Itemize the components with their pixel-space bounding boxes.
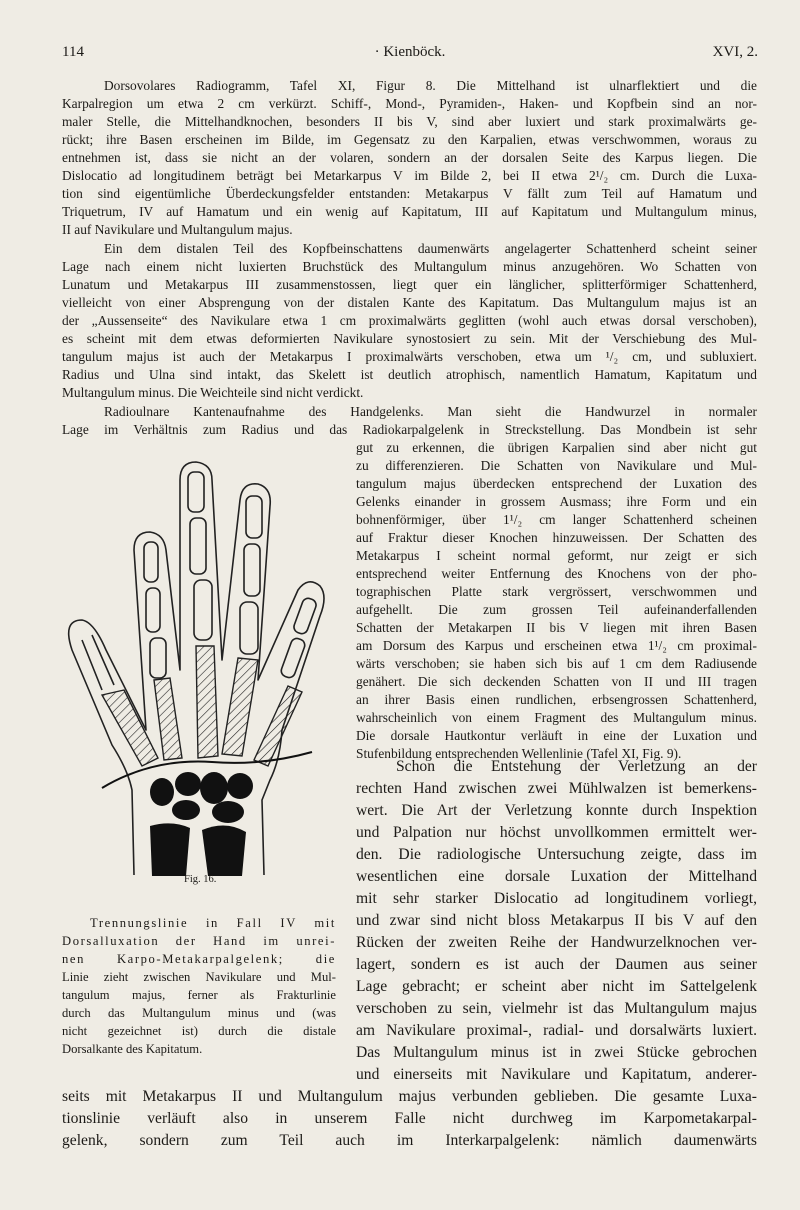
text-line: lagert, sondern es ist auch der Daumen aus seiner <box>356 956 757 973</box>
carpal-bone-shape <box>150 778 174 806</box>
text-line: es scheint mit dem etwas deformierten Navikulare synostosiert zu sein. Mit der Verschiebung des Mul- <box>62 331 757 346</box>
text-line: tion sind eigentümliche Überdeckungsfelder entstanden: Metakarpus V fällt zum Teil auf Hamatum und <box>62 186 757 201</box>
figure-number: Fig. 16. <box>184 874 217 885</box>
text-line: an ihrer Basis einen rundlichen, erbsengrossen Schattenherd, <box>356 692 757 707</box>
metacarpal-shape <box>102 690 158 766</box>
caption-line: nicht gezeichnet ist) durch die distale <box>62 1024 336 1038</box>
text-line: Rücken der zweiten Reihe der Handwurzelknochen ver- <box>356 934 757 951</box>
caption-line: Dorsalkante des Kapitatum. <box>62 1042 203 1056</box>
text-line: tographischen Platte stark vergrössert, verschwommen und <box>356 584 757 599</box>
text-line: aufgehellt. Die zum grossen Teil aufeinanderfallenden <box>356 602 757 617</box>
text-line: tionslinie verläuft also in unserem Falle nicht durchweg im Karpometakarpal- <box>62 1110 757 1127</box>
text-line: Karpalregion um etwa 2 cm verkürzt. Schiff-, Mond-, Pyramiden-, Haken- und Kopfbein sind an nor- <box>62 96 757 111</box>
text-line: Multangulum minus. Die Weichteile sind nicht verdickt. <box>62 385 364 400</box>
text-line: Die dorsale Hautkontur verläuft in eine der Luxation und <box>356 728 757 743</box>
text-line: und zwar sind nicht bloss Metakarpus II bis V auf den <box>356 912 757 929</box>
text-line: verschoben zu sein, vielmehr ist das Multangulum majus <box>356 1000 757 1017</box>
text-line: maler Stelle, die Mittelhandknochen, besonders II bis V, sind aber luxiert und stark proximalwärts ge- <box>62 114 757 129</box>
text-line: wärts verschoben; sie haben sich bis auf 1 cm dem Radiusende <box>356 656 757 671</box>
text-line: tangulum majus ist auch der Metakarpus I proximalwärts verschoben, etwa um ¹/₂ cm, und subluxiert. <box>62 349 757 364</box>
metacarpal-shape <box>222 658 258 756</box>
carpal-bone-shape <box>172 800 200 820</box>
text-line: Schatten der Metakarpen II bis V liegen mit ihren Basen <box>356 620 757 635</box>
text-line: Stufenbildung entsprechenden Wellenlinie (Tafel XI, Fig. 9). <box>356 746 682 761</box>
text-line: wert. Die Art der Verletzung konnte durch Inspektion <box>356 802 757 819</box>
text-line: seits mit Metakarpus II und Multangulum majus verbunden geblieben. Die gesamte Luxa- <box>62 1088 757 1105</box>
text-line: entnehmen ist, dass sie nicht an der volaren, sondern an der dorsalen Seite des Karpus liegen. Die <box>62 150 757 165</box>
text-line: Lage im Verhältnis zum Radius und das Radiokarpalgelenk in Streckstellung. Das Mondbein ist sehr <box>62 422 757 437</box>
text-line: bohnenförmiger, über 1¹/₂ cm langer Schattenherd scheinen <box>356 512 757 527</box>
hand-skeleton-figure <box>62 440 352 880</box>
carpal-bone-shape <box>227 773 253 799</box>
text-line: gelenk, sondern zum Teil auch im Interkarpalgelenk: nämlich daumenwärts <box>62 1132 757 1149</box>
caption-line: Trennungslinie in Fall IV mit <box>90 916 336 930</box>
text-line: Das Multangulum minus ist in zwei Stücke gebrochen <box>356 1044 757 1061</box>
text-line: Schon die Entstehung der Verletzung an der <box>396 758 757 775</box>
text-line: Dislocatio ad longitudinem beträgt bei Metarkarpus V im Bilde 2, bei II etwa 2¹/₂ cm. Durch die Luxa- <box>62 168 757 183</box>
text-line: wahrscheinlich von einem Fragment des Multangulum minus. <box>356 710 757 725</box>
carpal-bone-shape <box>175 772 201 796</box>
caption-line: nen Karpo-Metakarpalgelenk; die <box>62 952 336 966</box>
metacarpal-shape <box>196 646 218 758</box>
text-line: am Navikulare proximal-, radial- und dorsalwärts luxiert. <box>356 1022 757 1039</box>
text-line: und Palpation nur höchst unvollkommen ermittelt wer- <box>356 824 757 841</box>
text-line: Metakarpus I scheint normal geformt, nur zeigt er sich <box>356 548 757 563</box>
text-line: mit sehr starker Dislocatio ad longitudinem vorliegt, <box>356 890 757 907</box>
text-line: wesentlichen eine dorsale Luxation der Mittelhand <box>356 868 757 885</box>
text-line: der „Aussenseite“ des Navikulare etwa 1 cm proximalwärts geglitten (wohl auch etwas dorsal verschoben), <box>62 313 757 328</box>
text-line: Dorsovolares Radiogramm, Tafel XI, Figur 8. Die Mittelhand ist ulnarflektiert und die <box>104 78 757 93</box>
page-number: 114 <box>62 44 84 60</box>
running-header <box>62 44 758 68</box>
caption-line: Linie zieht zwischen Navikulare und Mul- <box>62 970 336 984</box>
text-line: den. Die radiologische Untersuchung zeigte, dass im <box>356 846 757 863</box>
text-line: Radius und Ulna sind intakt, das Skelett ist deutlich atrophisch, namentlich Hamatum, Kapitatum und <box>62 367 757 382</box>
text-line: zu differenzieren. Die Schatten von Navikulare und Mul- <box>356 458 757 473</box>
text-line: und einerseits mit Navikulare und Kapitatum, anderer- <box>356 1066 757 1083</box>
ulna-bone-shape <box>202 825 246 876</box>
text-line: rechten Hand zwischen zwei Mühlwalzen ist bemerkens- <box>356 780 757 797</box>
text-line: vielleicht von einer Absprengung von der distalen Kante des Kapitatum. Das Multangulum majus ist an <box>62 295 757 310</box>
text-line: Lunatum und Metakarpus III zusammenstossen, liegt quer ein länglicher, splitterförmiger Schattenherd, <box>62 277 757 292</box>
text-line: tangulum majus überdecken entsprechend der Luxation des <box>356 476 757 491</box>
section-number: XVI, 2. <box>712 44 758 60</box>
text-line: Lage nach einem nicht luxierten Bruchstück des Multangulum minus anzugehören. Wo Schatten von <box>62 259 757 274</box>
metacarpal-shape <box>154 678 182 760</box>
text-line: II auf Navikulare und Multangulum majus. <box>62 222 293 237</box>
text-line: genähert. Die sich deckenden Schatten von II und III tragen <box>356 674 757 689</box>
text-line: Ein dem distalen Teil des Kopfbeinschattens daumenwärts angelagerter Schattenherd scheint seiner <box>104 241 757 256</box>
caption-line: durch das Multangulum minus und (was <box>62 1006 336 1020</box>
text-line: auf Fraktur dieser Knochen hinzuweissen. Der Schatten des <box>356 530 757 545</box>
text-line: rückt; ihre Basen erscheinen im Bilde, im Gegensatz zu den Karpalien, etwas verschwommen, woraus zu <box>62 132 757 147</box>
radius-bone-shape <box>150 823 190 876</box>
carpal-bone-shape <box>212 801 244 823</box>
caption-line: Dorsalluxation der Hand im unrei- <box>62 934 336 948</box>
text-line: Lage gebracht; er scheint aber nicht im Sattelgelenk <box>356 978 757 995</box>
text-line: Radioulnare Kantenaufnahme des Handgelenks. Man sieht die Handwurzel in normaler <box>104 404 757 419</box>
text-line: Gelenks einander in grossem Ausmass; ihre Form und ein <box>356 494 757 509</box>
running-title: · Kienböck. <box>374 44 446 60</box>
text-line: am Dorsum des Karpus und erscheinen etwa 1¹/₂ cm proximal- <box>356 638 757 653</box>
caption-line: tangulum majus, ferner als Frakturlinie <box>62 988 336 1002</box>
carpal-bone-shape <box>200 772 228 804</box>
text-line: gut zu erkennen, die übrigen Karpalien sind aber nicht gut <box>356 440 757 455</box>
text-line: Triquetrum, IV auf Hamatum und ein wenig auf Kapitatum, III auf Kapitatum und Multangulum minus, <box>62 204 757 219</box>
text-line: entsprechend weiter Entfernung des Knochens von der pho- <box>356 566 757 581</box>
